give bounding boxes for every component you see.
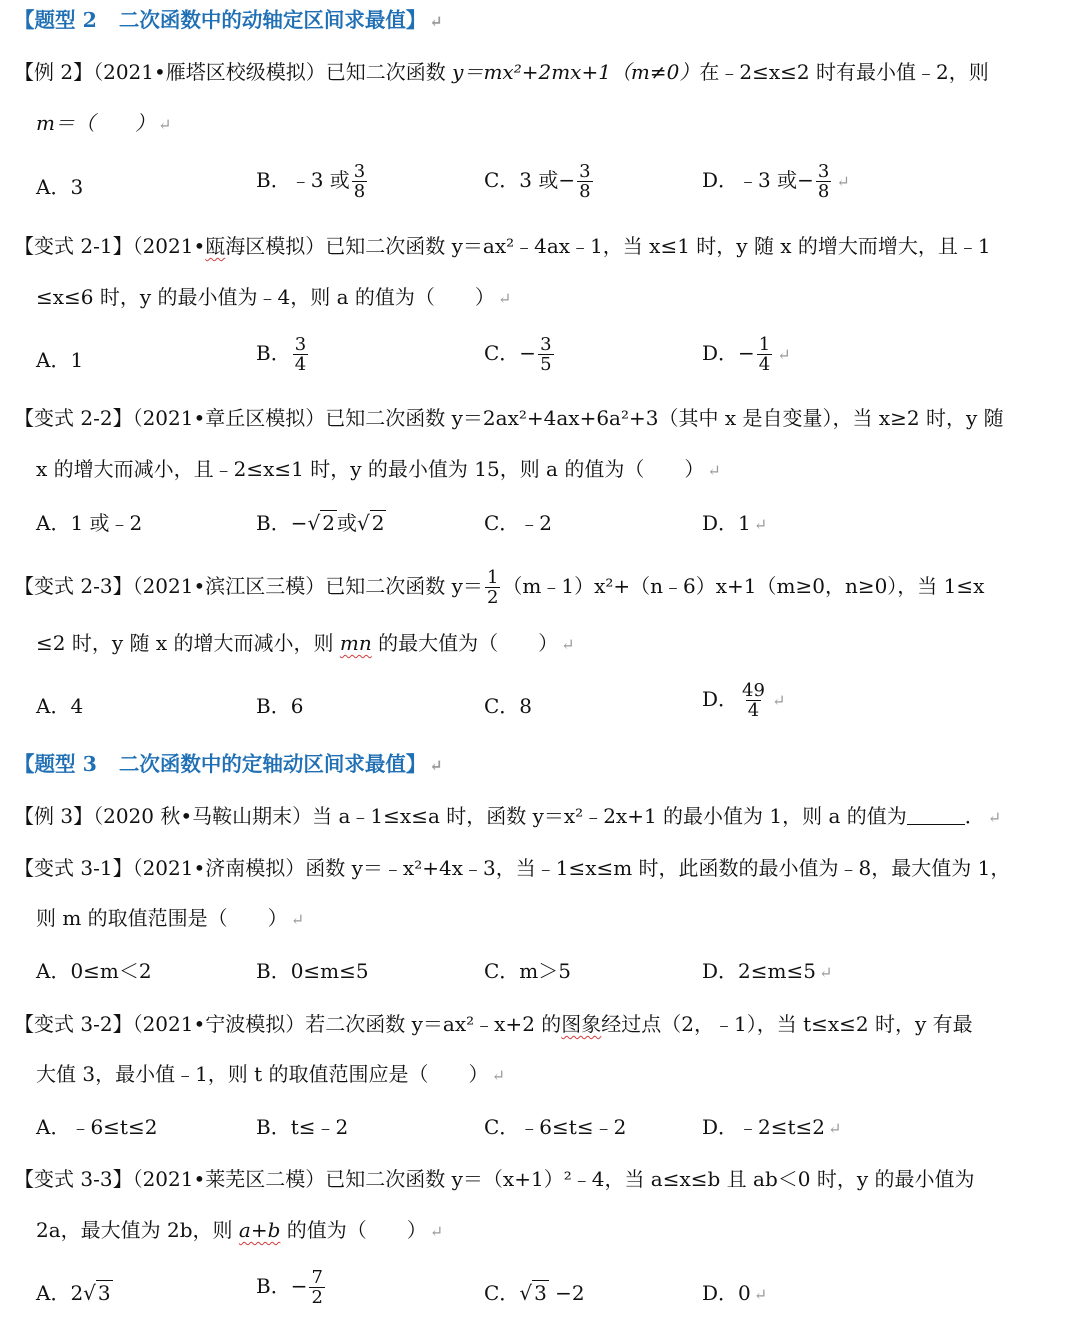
option-label: D． (702, 687, 739, 711)
fraction (485, 568, 500, 607)
fraction (577, 162, 592, 201)
denominator: 2 (486, 587, 499, 608)
radicand: 2 (322, 511, 335, 535)
return-mark-icon: ↵ (818, 963, 833, 982)
option-text: 或 (336, 511, 357, 535)
example-2-line-1 (14, 57, 989, 87)
sqrt: √ 3 (519, 1281, 547, 1305)
denominator: 2 (311, 1287, 323, 1308)
option-text: A．4 (36, 694, 84, 718)
question-source: 海区模拟） (225, 234, 326, 258)
spell-check-underline: mn (339, 631, 372, 655)
sqrt: √ 3 (83, 1281, 111, 1305)
option-c (484, 508, 552, 538)
option-text: D．﹣2≤t≤2 (702, 1115, 826, 1139)
spell-check-underline: a+b (238, 1218, 281, 1242)
fraction (740, 681, 767, 720)
sqrt: √ 2 (307, 511, 335, 535)
question-text: m＝（ ） (36, 111, 155, 135)
return-mark-icon: ↵ (753, 515, 768, 534)
question-label: 【变式 2-2】 (14, 406, 133, 430)
option-d (702, 1278, 767, 1310)
fraction (309, 1268, 324, 1307)
option-a (36, 508, 142, 538)
question-text: x 的增大而减小，且﹣2≤x≤1 时，y 的最小值为 15，则 a 的值为（ ） (36, 457, 705, 481)
denominator: 8 (817, 181, 830, 202)
variant-3-1-line-1 (14, 853, 1010, 883)
return-mark-icon: ↵ (771, 691, 786, 710)
option-a (36, 172, 83, 202)
return-mark-icon: ↵ (777, 345, 791, 364)
denominator: 4 (747, 700, 760, 721)
option-label: C． (484, 1281, 520, 1305)
denominator: 8 (579, 181, 591, 202)
question-label: 【变式 2-3】 (14, 574, 133, 598)
option-c (484, 335, 556, 374)
question-source: （2021• (132, 234, 206, 258)
radicand: 3 (534, 1281, 547, 1305)
answer-blank (907, 804, 965, 825)
heading-type-3 (14, 749, 443, 781)
variant-2-1-line-1 (14, 231, 991, 261)
variant-2-2-line-2 (36, 454, 721, 486)
numerator: 3 (817, 161, 830, 182)
denominator: 4 (294, 354, 307, 375)
numerator: 3 (353, 161, 366, 182)
return-mark-icon: ↵ (497, 289, 512, 308)
variant-3-1-line-2 (36, 903, 304, 935)
option-label: B．﹣3 或 (256, 168, 350, 192)
option-text: B．t≤﹣2 (256, 1115, 349, 1139)
question-source: （2021•雁塔区校级模拟） (93, 60, 326, 84)
option-d (702, 508, 767, 540)
option-text: D．0 (702, 1281, 751, 1305)
return-mark-icon: ↵ (157, 115, 172, 134)
question-text: ≤x≤6 时，y 的最小值为﹣4，则 a 的值为（ ） (36, 285, 495, 309)
numerator: 7 (311, 1267, 323, 1288)
option-a (36, 691, 83, 721)
question-text: 若二次函数 y＝ax²﹣x+2 的 (305, 1012, 562, 1036)
question-source: （2021•莱芜区二模） (132, 1167, 326, 1191)
spell-check-underline: 瓯 (205, 234, 226, 258)
fraction (757, 335, 772, 374)
return-mark-icon: ↵ (491, 1066, 505, 1085)
question-label: 【变式 2-1】 (14, 234, 133, 258)
question-text: 已知二次函数 (325, 60, 453, 84)
option-text: C．m＞5 (484, 959, 571, 983)
return-mark-icon: ↵ (753, 1285, 768, 1304)
option-text: D．2≤m≤5 (702, 959, 816, 983)
heading-title: 二次函数中的定轴动区间求最值】 (118, 752, 427, 776)
option-c (484, 691, 532, 721)
option-text: B．6 (256, 694, 304, 718)
option-b (256, 956, 369, 986)
question-text: 的值为（ ） (280, 1218, 427, 1242)
return-mark-icon: ↵ (429, 1222, 444, 1241)
option-label: D．﹣3 或− (702, 168, 814, 192)
option-d (702, 681, 785, 720)
option-text: C．﹣6≤t≤﹣2 (484, 1115, 627, 1139)
return-mark-icon: ↵ (429, 756, 443, 775)
example-2-line-2 (36, 108, 171, 140)
question-source: （2021•济南模拟） (132, 856, 306, 880)
return-mark-icon: ↵ (707, 461, 721, 480)
variant-2-2-line-1 (14, 403, 1004, 433)
question-label: 【变式 3-1】 (14, 856, 133, 880)
question-text: 函数 y＝﹣x²+4x﹣3，当﹣1≤x≤m 时，此函数的最小值为﹣8，最大值为 1， (305, 856, 1011, 880)
heading-tag: 【题型 3 (14, 752, 97, 776)
question-text: 大值 3，最小值﹣1，则 t 的取值范围应是（ ） (36, 1062, 489, 1086)
option-text: D．1 (702, 511, 751, 535)
fraction (538, 335, 553, 374)
option-label: B．− (256, 511, 308, 535)
variant-3-3-line-2 (36, 1215, 443, 1247)
numerator: 49 (742, 680, 765, 701)
spell-check-underline: 图象 (561, 1012, 602, 1036)
numerator: 1 (486, 567, 499, 588)
question-label: 【变式 3-3】 (14, 1167, 133, 1191)
option-text: C．8 (484, 694, 533, 718)
option-a (36, 345, 83, 375)
option-b (256, 691, 303, 721)
option-label: C．3 或− (484, 168, 576, 192)
question-label: 【例 3】 (14, 804, 94, 828)
question-text: 2a，最大值为 2b，则 (36, 1218, 239, 1242)
heading-type-2 (14, 5, 443, 37)
option-text: A．1 (36, 348, 84, 372)
option-text: C．﹣2 (484, 511, 553, 535)
variant-2-3-line-2 (36, 628, 574, 660)
option-b (256, 335, 310, 374)
radicand: 3 (97, 1281, 111, 1305)
fraction (352, 162, 367, 201)
question-source: （2021•滨江区三模） (132, 574, 326, 598)
question-text: （m﹣1）x²+（n﹣6）x+1（m≥0，n≥0），当 1≤x (502, 574, 985, 598)
question-text: ≤2 时，y 随 x 的增大而减小，则 (36, 631, 340, 655)
return-mark-icon: ↵ (987, 808, 1002, 827)
question-text: 已知二次函数 y＝（x+1）²﹣4，当 a≤x≤b 且 ab＜0 时，y 的最小值为 (325, 1167, 975, 1191)
variant-3-2-line-2 (36, 1059, 505, 1091)
option-text: −2 (548, 1281, 585, 1305)
radicand: 2 (371, 511, 385, 535)
option-c (484, 162, 595, 201)
option-label: C．− (484, 341, 537, 365)
option-d (702, 335, 791, 374)
variant-3-2-line-1 (14, 1009, 973, 1039)
question-text: 当 a﹣1≤x≤a 时，函数 y＝x²﹣2x+1 的最小值为 1，则 a 的值为 (312, 804, 907, 828)
option-text: A．﹣6≤t≤2 (36, 1115, 158, 1139)
option-text: A．0≤m＜2 (36, 959, 152, 983)
option-b (256, 1268, 327, 1307)
option-c (484, 1112, 626, 1142)
question-text: 在﹣2≤x≤2 时有最小值﹣2，则 (699, 60, 989, 84)
return-mark-icon: ↵ (828, 1119, 842, 1138)
option-label: D．− (702, 341, 755, 365)
question-text: 则 m 的取值范围是（ ） (36, 906, 288, 930)
fraction (293, 335, 308, 374)
example-3-line-1 (14, 801, 1001, 833)
return-mark-icon: ↵ (429, 12, 443, 31)
denominator: 5 (540, 354, 552, 375)
sqrt: √ 2 (356, 511, 385, 535)
variant-3-3-line-1 (14, 1164, 975, 1194)
option-a (36, 1278, 113, 1308)
question-source: （2020 秋•马鞍山期末） (93, 804, 313, 828)
numerator: 1 (758, 334, 771, 355)
option-b (256, 162, 369, 201)
question-text: ． (964, 804, 985, 828)
option-c (484, 1278, 585, 1308)
question-text: 已知二次函数 y＝ax²﹣4ax﹣1，当 x≤1 时，y 随 x 的增大而增大，且﹣1 (325, 234, 991, 258)
denominator: 8 (353, 181, 366, 202)
variant-2-1-line-2 (36, 282, 511, 314)
denominator: 4 (758, 354, 771, 375)
question-text: 的最大值为（ ） (371, 631, 559, 655)
variant-2-3-line-1 (14, 568, 984, 607)
numerator: 3 (540, 334, 552, 355)
option-label: A．2 (36, 1281, 84, 1305)
option-label: B． (256, 341, 291, 365)
return-mark-icon: ↵ (836, 172, 850, 191)
numerator: 3 (579, 161, 591, 182)
numerator: 3 (294, 334, 307, 355)
option-a (36, 1112, 157, 1142)
option-c (484, 956, 571, 986)
question-source: （2021•宁波模拟） (132, 1012, 306, 1036)
option-label: B．− (256, 1274, 308, 1298)
fraction (816, 162, 831, 201)
question-equation: y＝mx²+2mx+1（m≠0） (452, 60, 700, 84)
question-text: 已知二次函数 y＝ (325, 574, 483, 598)
option-text: B．0≤m≤5 (256, 959, 369, 983)
option-text: A．1 或﹣2 (36, 511, 143, 535)
heading-tag: 【题型 2 (14, 8, 97, 32)
question-text: 经过点（2，﹣1），当 t≤x≤2 时，y 有最 (601, 1012, 973, 1036)
question-text: 已知二次函数 y＝2ax²+4ax+6a²+3（其中 x 是自变量），当 x≥2 时，y 随 (325, 406, 1004, 430)
question-label: 【例 2】 (14, 60, 94, 84)
option-d (702, 1112, 841, 1144)
option-b (256, 1112, 348, 1142)
heading-title: 二次函数中的动轴定区间求最值】 (118, 8, 427, 32)
option-d (702, 162, 850, 201)
option-text: A．3 (36, 175, 84, 199)
option-a (36, 956, 152, 986)
option-b (256, 508, 386, 538)
question-label: 【变式 3-2】 (14, 1012, 133, 1036)
question-source: （2021•章丘区模拟） (132, 406, 326, 430)
return-mark-icon: ↵ (561, 635, 575, 654)
return-mark-icon: ↵ (290, 910, 305, 929)
option-d (702, 956, 832, 988)
